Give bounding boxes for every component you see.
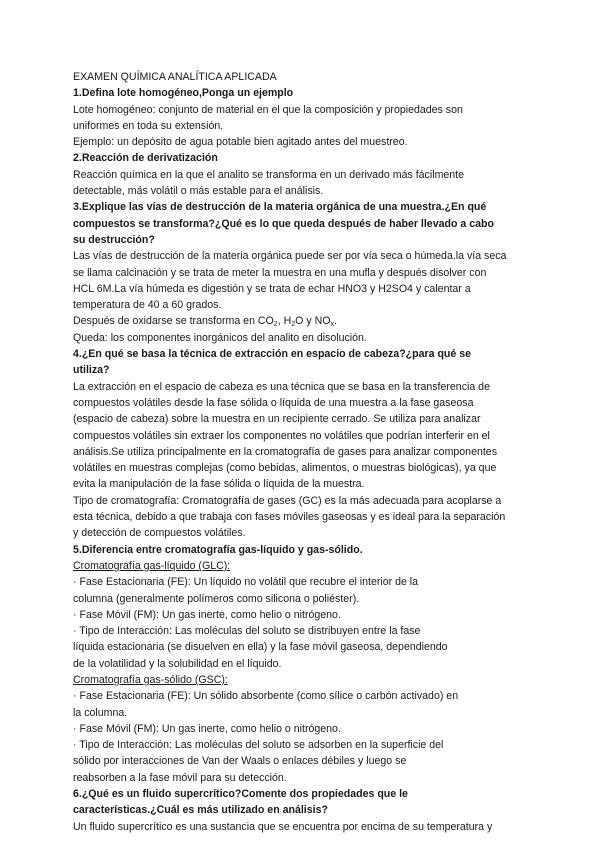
glc-subtitle: Cromatografía gas-líquido (GLC):	[73, 559, 231, 572]
gsc-subtitle: Cromatografía gas-sólido (GSC):	[73, 673, 228, 686]
answer-1-line: uniformes en toda su extensión.	[73, 119, 224, 132]
question-1-heading: 1.Defina lote homogéneo,Ponga un ejemplo	[73, 87, 294, 100]
answer-4-line: compuestos volátiles desde la fase sólida o líquida de una muestra a la fase gaseosa	[73, 396, 474, 409]
gsc-line: la columna.	[73, 706, 128, 719]
glc-line: · Fase Móvil (FM): Un gas inerte, como helio o nitrógeno.	[73, 608, 341, 621]
oxidation-text: Después de oxidarse se transforma en CO	[73, 315, 274, 328]
answer-3-oxidation-line	[73, 313, 533, 329]
answer-4-line: y detección de compuestos volátiles.	[73, 527, 246, 540]
answer-3-line: Las vías de destrucción de la materia orgánica puede ser por vía seca o húmeda.la vía seca	[73, 250, 507, 263]
document-body	[73, 69, 533, 835]
answer-4-line: La extracción en el espacio de cabeza es una técnica que se basa en la transferencia de	[73, 380, 490, 393]
glc-line: · Fase Estacionaria (FE): Un líquido no volátil que recubre el interior de la	[73, 576, 419, 589]
subscript: 2	[291, 321, 296, 329]
question-2-heading: 2.Reacción de derivatización	[73, 152, 218, 165]
answer-4-line: volátiles en muestras complejas (como bebidas, alimentos, o muestras biológicas), ya que	[73, 462, 497, 475]
glc-line: líquida estacionaria (se disuelven en ella) y la fase móvil gaseosa, dependiendo	[73, 641, 448, 654]
answer-3-line: temperatura de 40 a 60 grados.	[73, 299, 222, 312]
question-3-heading: 3.Explique las vías de destrucción de la materia orgánica de una muestra.¿En qué	[73, 201, 487, 214]
glc-line: columna (generalmente polímeros como silicona o poliéster).	[73, 592, 360, 605]
gsc-line: sólido por interacciones de Van der Waals o enlaces débiles y luego se	[73, 755, 407, 768]
gsc-line: reabsorben a la fase móvil para su detección.	[73, 771, 287, 784]
answer-3-line: HCL 6M.La vía húmeda es digestión y se trata de echar HNO3 y H2SO4 y calentar a	[73, 282, 471, 295]
gsc-line: · Fase Estacionaria (FE): Un sólido absorbente (como sílice o carbón activado) en	[73, 690, 459, 703]
answer-2-line: detectable, más volátil o más estable para el análisis.	[73, 185, 324, 198]
question-4-heading: utiliza?	[73, 364, 110, 377]
question-6-heading: 6.¿Qué es un fluido supercrítico?Comente dos propiedades que le	[73, 788, 408, 801]
answer-3-line: Queda: los componentes inorgánicos del analito en disolución.	[73, 331, 367, 344]
answer-4-line: análisis.Se utiliza principalmente en la cromatografía de gases para analizar componentes	[73, 445, 497, 458]
glc-line: de la volatilidad y la solubilidad en el líquido.	[73, 657, 282, 670]
answer-2-line: Reacción química en la que el analito se transforma en un derivado más fácilmente	[73, 168, 465, 181]
question-5-heading: 5.Diferencia entre cromatografía gas-líquido y gas-sólido.	[73, 543, 363, 556]
gsc-line: · Fase Móvil (FM): Un gas inerte, como helio o nitrógeno.	[73, 722, 341, 735]
answer-1-line: Lote homogéneo: conjunto de material en el que la composición y propiedades son	[73, 103, 463, 116]
question-3-heading: compuestos se transforma?¿Qué es lo que queda después de haber llevado a cabo	[73, 217, 494, 230]
question-4-heading: 4.¿En qué se basa la técnica de extracción en espacio de cabeza?¿para qué se	[73, 348, 472, 361]
oxidation-text: O y NO	[295, 315, 331, 328]
subscript: 2	[273, 321, 278, 329]
gsc-line: · Tipo de Interacción: Las moléculas del soluto se adsorben en la superficie del	[73, 739, 444, 752]
answer-4-line: (espacio de cabeza) sobre la muestra en un recipiente cerrado. Se utiliza para analizar	[73, 413, 481, 426]
document-title: EXAMEN QUÍMICA ANALÍTICA APLICADA	[73, 71, 277, 83]
question-3-heading: su destrucción?	[73, 233, 155, 246]
subscript: x	[330, 321, 334, 329]
answer-1-line: Ejemplo: un depósito de agua potable bien agitado antes del muestreo.	[73, 136, 408, 149]
answer-4-line: evita la manipulación de la fase sólida o líquida de la muestra.	[73, 478, 365, 491]
oxidation-text: , H	[277, 315, 292, 328]
question-6-heading: características.¿Cuál es más utilizado en análisis?	[73, 804, 328, 817]
answer-3-line: se llama calcinación y se trata de meter la muestra en una mufla y después disolver con	[73, 266, 487, 279]
answer-6-line: Un fluido supercrítico es una sustancia que se encuentra por encima de su temperatura y	[73, 820, 493, 833]
answer-4-line: compuestos volátiles sin extraer los componentes no volátiles que podrían interferir en el	[73, 429, 490, 442]
glc-line: · Tipo de Interacción: Las moléculas del soluto se distribuyen entre la fase	[73, 625, 421, 638]
answer-4-line: esta técnica, debido a que trabaja con fases móviles gaseosas y es ideal para la separación	[73, 511, 506, 524]
oxidation-text: .	[333, 315, 337, 328]
answer-4-line: Tipo de cromatografía: Cromatografía de gases (GC) es la más adecuada para acoplarse a	[73, 494, 502, 507]
